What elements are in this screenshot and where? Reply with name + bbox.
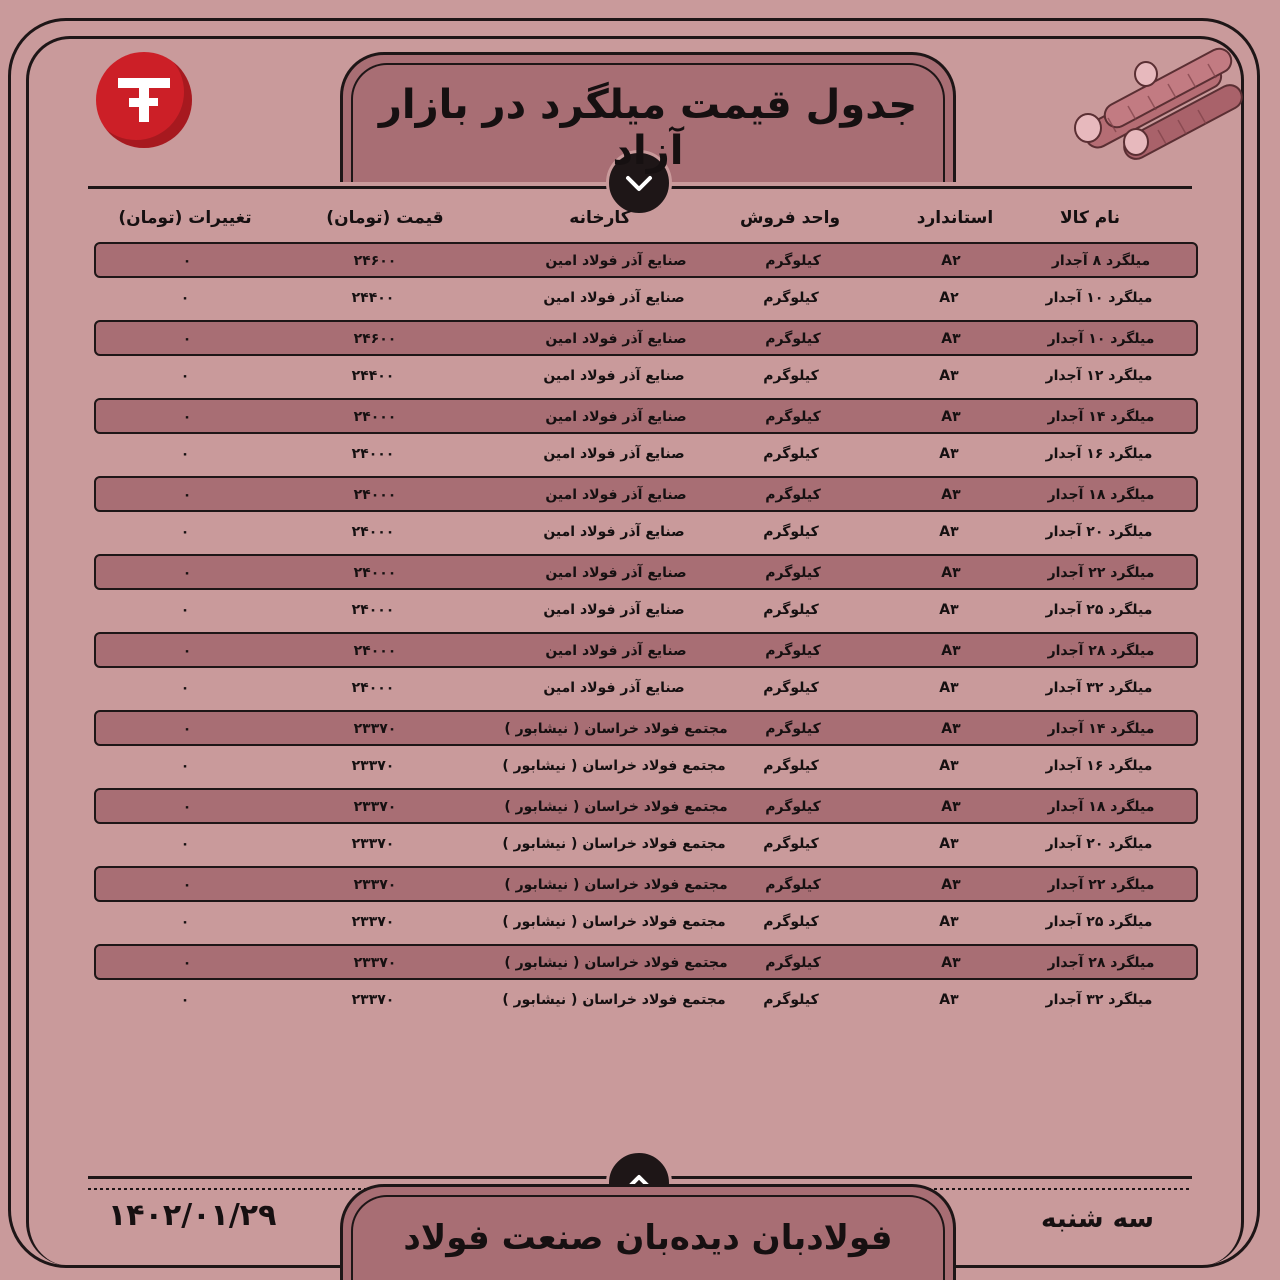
row-change: ۰ (180, 290, 190, 306)
row-price: ۲۴۶۰۰ (353, 253, 397, 269)
table-row (94, 983, 1198, 1019)
row-standard: A۳ (941, 643, 961, 659)
row-name: میلگرد ۱۰ آجدار (1045, 290, 1153, 306)
row-price: ۲۳۳۷۰ (351, 836, 395, 852)
row-factory: صنایع آذر فولاد امین (545, 409, 687, 425)
row-price: ۲۳۳۷۰ (353, 877, 397, 893)
row-factory: صنایع آذر فولاد امین (545, 565, 687, 581)
table-row (94, 437, 1198, 473)
row-change: ۰ (182, 643, 192, 659)
row-unit: کیلوگرم (763, 836, 819, 852)
row-factory: صنایع آذر فولاد امین (545, 643, 687, 659)
row-change: ۰ (182, 487, 192, 503)
row-name: میلگرد ۲۰ آجدار (1045, 524, 1153, 540)
table-row (94, 788, 1198, 824)
row-standard: A۳ (941, 721, 961, 737)
row-standard: A۳ (941, 409, 961, 425)
row-unit: کیلوگرم (765, 799, 821, 815)
row-change: ۰ (180, 602, 190, 618)
row-price: ۲۴۰۰۰ (351, 680, 395, 696)
row-unit: کیلوگرم (765, 643, 821, 659)
row-unit: کیلوگرم (763, 914, 819, 930)
column-header-change: تغییرات (تومان) (118, 208, 252, 228)
row-standard: A۳ (941, 799, 961, 815)
row-name: میلگرد ۳۲ آجدار (1045, 992, 1153, 1008)
row-standard: A۳ (939, 836, 959, 852)
row-name: میلگرد ۲۲ آجدار (1047, 877, 1155, 893)
row-factory: صنایع آذر فولاد امین (545, 253, 687, 269)
row-standard: A۲ (939, 290, 959, 306)
row-factory: مجتمع فولاد خراسان ( نیشابور ) (502, 914, 726, 930)
row-name: میلگرد ۲۵ آجدار (1045, 602, 1153, 618)
row-change: ۰ (180, 836, 190, 852)
page-title: جدول قیمت میلگرد در بازار آزاد (378, 82, 918, 174)
row-name: میلگرد ۲۲ آجدار (1047, 565, 1155, 581)
table-row (94, 515, 1198, 551)
row-change: ۰ (182, 721, 192, 737)
row-change: ۰ (180, 758, 190, 774)
row-standard: A۳ (941, 955, 961, 971)
table-row (94, 398, 1198, 434)
column-header-unit: واحد فروش (739, 208, 841, 228)
row-unit: کیلوگرم (763, 446, 819, 462)
table-row (94, 866, 1198, 902)
table-row (94, 671, 1198, 707)
row-unit: کیلوگرم (765, 331, 821, 347)
row-standard: A۳ (939, 524, 959, 540)
row-change: ۰ (182, 799, 192, 815)
row-change: ۰ (182, 565, 192, 581)
weekday-label: سه شنبه (1041, 1204, 1154, 1234)
row-price: ۲۴۰۰۰ (353, 487, 397, 503)
table-row (94, 944, 1198, 980)
table-row (94, 476, 1198, 512)
row-unit: کیلوگرم (763, 758, 819, 774)
row-change: ۰ (182, 877, 192, 893)
row-unit: کیلوگرم (763, 992, 819, 1008)
row-factory: مجتمع فولاد خراسان ( نیشابور ) (502, 992, 726, 1008)
row-standard: A۳ (939, 914, 959, 930)
row-price: ۲۴۴۰۰ (351, 290, 395, 306)
row-change: ۰ (182, 253, 192, 269)
footer-brand: فولادبان دیده‌بان صنعت فولاد (403, 1218, 893, 1258)
row-change: ۰ (180, 446, 190, 462)
table-row (94, 554, 1198, 590)
row-factory: مجتمع فولاد خراسان ( نیشابور ) (504, 955, 728, 971)
table-row (94, 281, 1198, 317)
row-unit: کیلوگرم (765, 877, 821, 893)
tejarat-news-logo-icon (96, 52, 192, 148)
row-factory: صنایع آذر فولاد امین (543, 446, 685, 462)
row-unit: کیلوگرم (763, 680, 819, 696)
row-change: ۰ (180, 680, 190, 696)
row-price: ۲۴۰۰۰ (353, 565, 397, 581)
row-factory: صنایع آذر فولاد امین (543, 680, 685, 696)
row-name: میلگرد ۱۲ آجدار (1045, 368, 1153, 384)
row-unit: کیلوگرم (765, 409, 821, 425)
row-standard: A۳ (941, 565, 961, 581)
row-name: میلگرد ۲۸ آجدار (1047, 955, 1155, 971)
row-factory: صنایع آذر فولاد امین (543, 524, 685, 540)
table-row (94, 749, 1198, 785)
row-price: ۲۳۳۷۰ (351, 914, 395, 930)
row-name: میلگرد ۳۲ آجدار (1045, 680, 1153, 696)
row-name: میلگرد ۱۶ آجدار (1045, 758, 1153, 774)
row-price: ۲۳۳۷۰ (353, 721, 397, 737)
table-row (94, 827, 1198, 863)
row-change: ۰ (180, 368, 190, 384)
row-name: میلگرد ۱۸ آجدار (1047, 487, 1155, 503)
row-standard: A۳ (939, 758, 959, 774)
row-unit: کیلوگرم (765, 565, 821, 581)
row-price: ۲۳۳۷۰ (353, 955, 397, 971)
row-price: ۲۴۴۰۰ (351, 368, 395, 384)
row-factory: صنایع آذر فولاد امین (545, 487, 687, 503)
row-change: ۰ (180, 524, 190, 540)
row-change: ۰ (180, 914, 190, 930)
column-header-factory: کارخانه (569, 208, 631, 228)
row-standard: A۳ (939, 602, 959, 618)
row-name: میلگرد ۱۰ آجدار (1047, 331, 1155, 347)
column-header-price: قیمت (تومان) (326, 208, 444, 228)
rebar-bundle-icon (1058, 34, 1248, 164)
row-name: میلگرد ۱۶ آجدار (1045, 446, 1153, 462)
table-row (94, 242, 1198, 278)
row-standard: A۳ (941, 487, 961, 503)
row-unit: کیلوگرم (765, 253, 821, 269)
row-factory: مجتمع فولاد خراسان ( نیشابور ) (502, 758, 726, 774)
row-standard: A۳ (939, 446, 959, 462)
row-price: ۲۴۰۰۰ (351, 446, 395, 462)
row-price: ۲۴۰۰۰ (353, 409, 397, 425)
table-row (94, 632, 1198, 668)
row-price: ۲۴۰۰۰ (351, 524, 395, 540)
row-price: ۲۴۶۰۰ (353, 331, 397, 347)
row-standard: A۲ (941, 253, 961, 269)
row-price: ۲۳۳۷۰ (353, 799, 397, 815)
table-row (94, 905, 1198, 941)
row-name: میلگرد ۲۰ آجدار (1045, 836, 1153, 852)
row-unit: کیلوگرم (765, 721, 821, 737)
row-change: ۰ (182, 955, 192, 971)
table-row (94, 359, 1198, 395)
row-factory: مجتمع فولاد خراسان ( نیشابور ) (504, 877, 728, 893)
row-change: ۰ (180, 992, 190, 1008)
row-standard: A۳ (939, 368, 959, 384)
row-unit: کیلوگرم (765, 955, 821, 971)
row-change: ۰ (182, 331, 192, 347)
row-unit: کیلوگرم (763, 524, 819, 540)
row-change: ۰ (182, 409, 192, 425)
row-name: میلگرد ۱۸ آجدار (1047, 799, 1155, 815)
row-price: ۲۳۳۷۰ (351, 992, 395, 1008)
table-row (94, 593, 1198, 629)
row-standard: A۳ (939, 680, 959, 696)
row-standard: A۳ (939, 992, 959, 1008)
row-factory: صنایع آذر فولاد امین (543, 290, 685, 306)
row-name: میلگرد ۱۴ آجدار (1047, 721, 1155, 737)
table-row (94, 710, 1198, 746)
row-price: ۲۳۳۷۰ (351, 758, 395, 774)
row-factory: مجتمع فولاد خراسان ( نیشابور ) (502, 836, 726, 852)
row-unit: کیلوگرم (765, 487, 821, 503)
row-name: میلگرد ۸ آجدار (1051, 253, 1151, 269)
table-row (94, 320, 1198, 356)
row-standard: A۳ (941, 877, 961, 893)
row-unit: کیلوگرم (763, 602, 819, 618)
row-factory: صنایع آذر فولاد امین (543, 602, 685, 618)
row-factory: مجتمع فولاد خراسان ( نیشابور ) (504, 799, 728, 815)
row-name: میلگرد ۱۴ آجدار (1047, 409, 1155, 425)
row-unit: کیلوگرم (763, 368, 819, 384)
row-price: ۲۴۰۰۰ (351, 602, 395, 618)
row-factory: صنایع آذر فولاد امین (545, 331, 687, 347)
row-factory: صنایع آذر فولاد امین (543, 368, 685, 384)
row-name: میلگرد ۲۵ آجدار (1045, 914, 1153, 930)
row-name: میلگرد ۲۸ آجدار (1047, 643, 1155, 659)
column-header-standard: استاندارد (916, 208, 994, 228)
row-factory: مجتمع فولاد خراسان ( نیشابور ) (504, 721, 728, 737)
column-header-name: نام کالا (1059, 208, 1121, 228)
row-unit: کیلوگرم (763, 290, 819, 306)
row-standard: A۳ (941, 331, 961, 347)
row-price: ۲۴۰۰۰ (353, 643, 397, 659)
date-label: ۱۴۰۲/۰۱/۲۹ (108, 1198, 277, 1233)
